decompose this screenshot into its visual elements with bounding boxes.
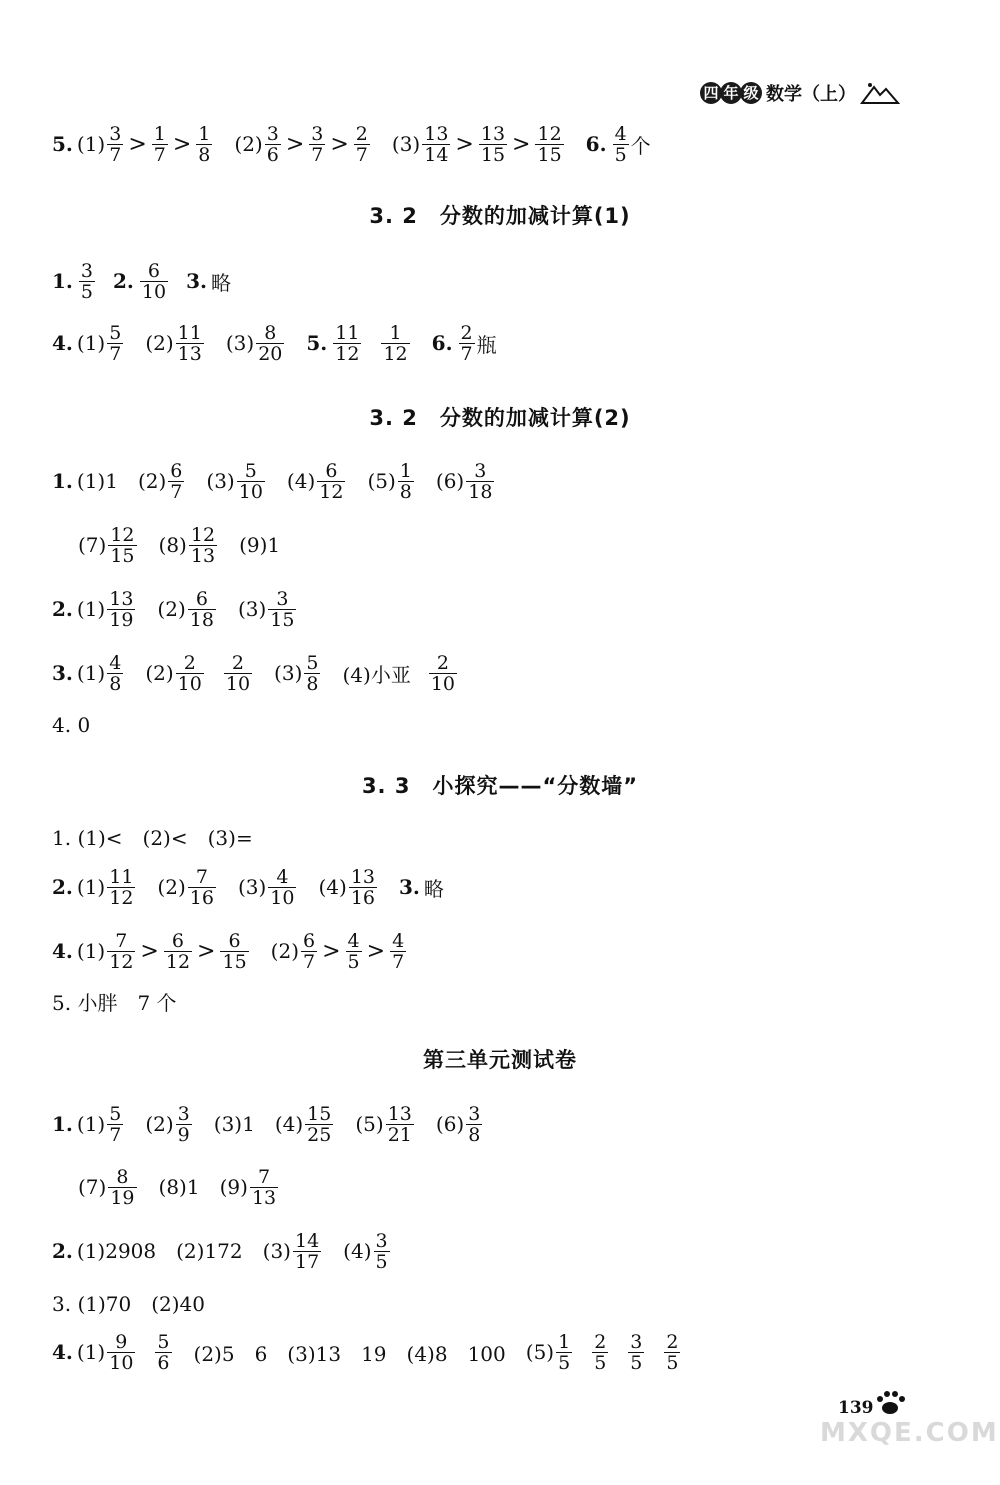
answer-line: 1. (1) $\frac{5}{7}$ (2) $\frac{3}{9}$ (3)1 (4) $\frac{15}{25}$ (5) $\frac{13}{21}$ (6) $\frac{3}{8}$ xyxy=(52,1102,481,1146)
fraction: $\frac{5}{6}$ xyxy=(157,1330,170,1374)
section-title: 3. 2 分数的加减计算(1) xyxy=(369,204,631,228)
fraction: $\frac{2}{5}$ xyxy=(666,1330,679,1374)
fraction: $\frac{2}{7}$ xyxy=(355,122,368,166)
fraction: $\frac{7}{12}$ xyxy=(109,929,134,973)
fraction: $\frac{6}{15}$ xyxy=(222,929,247,973)
answer-line: 4. (1) $\frac{7}{12}$ > $\frac{6}{12}$ > $\frac{6}{15}$ (2) $\frac{6}{7}$ > $\frac{4}{5}$ > $\frac{4}{7}$ xyxy=(52,929,405,973)
fraction: $\frac{13}{16}$ xyxy=(350,865,376,909)
fraction: $\frac{6}{10}$ xyxy=(141,259,167,303)
answer-line: (7) $\frac{8}{19}$ (8)1 (9) $\frac{7}{13}$ xyxy=(78,1165,277,1209)
fraction: $\frac{12}{15}$ xyxy=(537,122,562,166)
answer-line: 2. (1)2908 (2)172 (3) $\frac{14}{17}$ (4) $\frac{3}{5}$ xyxy=(52,1229,388,1273)
fraction: $\frac{1}{8}$ xyxy=(399,459,412,503)
fraction: $\frac{6}{12}$ xyxy=(165,929,191,973)
fraction: $\frac{6}{12}$ xyxy=(319,459,344,503)
fraction: $\frac{3}{6}$ xyxy=(266,122,279,166)
answer-line: 3. (1)70 (2)40 xyxy=(52,1291,205,1316)
page-header xyxy=(700,76,900,110)
answer-line: 5. (1) $\frac{3}{7}$ > $\frac{1}{7}$ > $\frac{1}{8}$ (2) $\frac{3}{6}$ > $\frac{3}{7}$ > $\frac{2}{7}$ (3) $\frac{13}{14}$ > $\frac{13}{15}$ > $\frac{12}{15}$ 6. $\frac{4}{5}$ 个 xyxy=(52,122,651,166)
fraction: $\frac{12}{13}$ xyxy=(190,523,216,567)
fraction: $\frac{1}{7}$ xyxy=(153,122,166,166)
fraction: $\frac{6}{18}$ xyxy=(189,587,214,631)
fraction: $\frac{3}{5}$ xyxy=(80,259,93,303)
fraction: $\frac{13}{14}$ xyxy=(424,122,449,166)
answer-line: (7) $\frac{12}{15}$ (8) $\frac{12}{13}$ (9)1 xyxy=(78,523,281,567)
fraction: $\frac{13}{19}$ xyxy=(109,587,134,631)
answer-line: 5. 小胖 7 个 xyxy=(52,990,177,1015)
fraction: $\frac{14}{17}$ xyxy=(294,1229,320,1273)
fraction: $\frac{5}{7}$ xyxy=(109,1102,122,1146)
paw-print-icon xyxy=(872,1388,908,1418)
section-title: 3. 3 小探究——“分数墙” xyxy=(361,774,639,798)
fraction: $\frac{13}{15}$ xyxy=(480,122,506,166)
fraction: $\frac{7}{16}$ xyxy=(189,865,214,909)
answer-line: 1. (1)1 (2) $\frac{6}{7}$ (3) $\frac{5}{10}$ (4) $\frac{6}{12}$ (5) $\frac{1}{8}$ (6) $\frac{3}{18}$ xyxy=(52,459,493,503)
fraction: $\frac{1}{8}$ xyxy=(198,122,211,166)
fraction: $\frac{3}{18}$ xyxy=(468,459,493,503)
answer-line: 4. 0 xyxy=(52,713,91,737)
fraction: $\frac{15}{25}$ xyxy=(307,1102,332,1146)
answer-line: 2. (1) $\frac{11}{12}$ (2) $\frac{7}{16}$ (3) $\frac{4}{10}$ (4) $\frac{13}{16}$ 3. 略 xyxy=(52,865,444,909)
fraction: $\frac{3}{7}$ xyxy=(109,122,122,166)
fraction: $\frac{6}{7}$ xyxy=(303,929,316,973)
fraction: $\frac{11}{13}$ xyxy=(177,321,202,365)
answer-line: 3. (1) $\frac{4}{8}$ (2) $\frac{2}{10}$ $\frac{2}{10}$ (3) $\frac{5}{8}$ (4)小亚 $\frac{2}{10}$ xyxy=(52,651,456,695)
fraction: $\frac{4}{5}$ xyxy=(347,929,360,973)
section-title: 3. 2 分数的加减计算(2) xyxy=(369,406,631,430)
fraction: $\frac{3}{5}$ xyxy=(630,1330,643,1374)
fraction: $\frac{9}{10}$ xyxy=(109,1330,134,1374)
fraction: $\frac{11}{12}$ xyxy=(109,865,134,909)
fraction: $\frac{4}{8}$ xyxy=(109,651,122,695)
fraction: $\frac{2}{10}$ xyxy=(177,651,202,695)
fraction: $\frac{2}{7}$ xyxy=(460,321,473,365)
fraction: $\frac{3}{7}$ xyxy=(311,122,324,166)
fraction: $\frac{4}{7}$ xyxy=(392,929,405,973)
fraction: $\frac{2}{10}$ xyxy=(430,651,456,695)
page-number: 139 xyxy=(838,1398,874,1418)
answer-line: 4. (1) $\frac{5}{7}$ (2) $\frac{11}{13}$ (3) $\frac{8}{20}$ 5. $\frac{11}{12}$ $\frac{1}{12}$ 6. $\frac{2}{7}$ 瓶 xyxy=(52,321,497,365)
fraction: $\frac{4}{5}$ xyxy=(614,122,627,166)
fraction: $\frac{5}{10}$ xyxy=(238,459,263,503)
fraction: $\frac{5}{8}$ xyxy=(306,651,319,695)
fraction: $\frac{5}{7}$ xyxy=(109,321,122,365)
mountain-decoration-icon xyxy=(860,81,900,105)
subject-label: 数学（上） xyxy=(766,84,856,105)
grade-badge: 四 年 级 xyxy=(700,82,760,104)
answer-line: 2. (1) $\frac{13}{19}$ (2) $\frac{6}{18}$ (3) $\frac{3}{15}$ xyxy=(52,587,295,631)
fraction: $\frac{2}{5}$ xyxy=(594,1330,607,1374)
answer-line: 1. $\frac{3}{5}$ 2. $\frac{6}{10}$ 3. 略 xyxy=(52,259,231,303)
fraction: $\frac{4}{10}$ xyxy=(270,865,295,909)
fraction: $\frac{11}{12}$ xyxy=(335,321,360,365)
fraction: $\frac{1}{5}$ xyxy=(558,1330,571,1374)
answer-line: 4. (1) $\frac{9}{10}$ $\frac{5}{6}$ (2)5 6 (3)13 19 (4)8 100 (5) $\frac{1}{5}$ $\frac{2}{5}$ $\frac{3}{5}$ $\frac{2}{5}$ xyxy=(52,1330,679,1374)
watermark: MXQE.COM xyxy=(820,1418,999,1448)
fraction: $\frac{7}{13}$ xyxy=(251,1165,277,1209)
fraction: $\frac{12}{15}$ xyxy=(110,523,135,567)
fraction: $\frac{2}{10}$ xyxy=(225,651,251,695)
fraction: $\frac{3}{5}$ xyxy=(375,1229,388,1273)
fraction: $\frac{8}{20}$ xyxy=(258,321,283,365)
fraction: $\frac{3}{8}$ xyxy=(468,1102,481,1146)
answer-line: 1. (1)< (2)< (3)= xyxy=(52,825,253,850)
fraction: $\frac{6}{7}$ xyxy=(170,459,183,503)
fraction: $\frac{1}{12}$ xyxy=(383,321,408,365)
section-title: 第三单元测试卷 xyxy=(423,1048,577,1072)
fraction: $\frac{3}{9}$ xyxy=(177,1102,190,1146)
fraction: $\frac{13}{21}$ xyxy=(387,1102,412,1146)
fraction: $\frac{8}{19}$ xyxy=(110,1165,135,1209)
fraction: $\frac{3}{15}$ xyxy=(270,587,295,631)
